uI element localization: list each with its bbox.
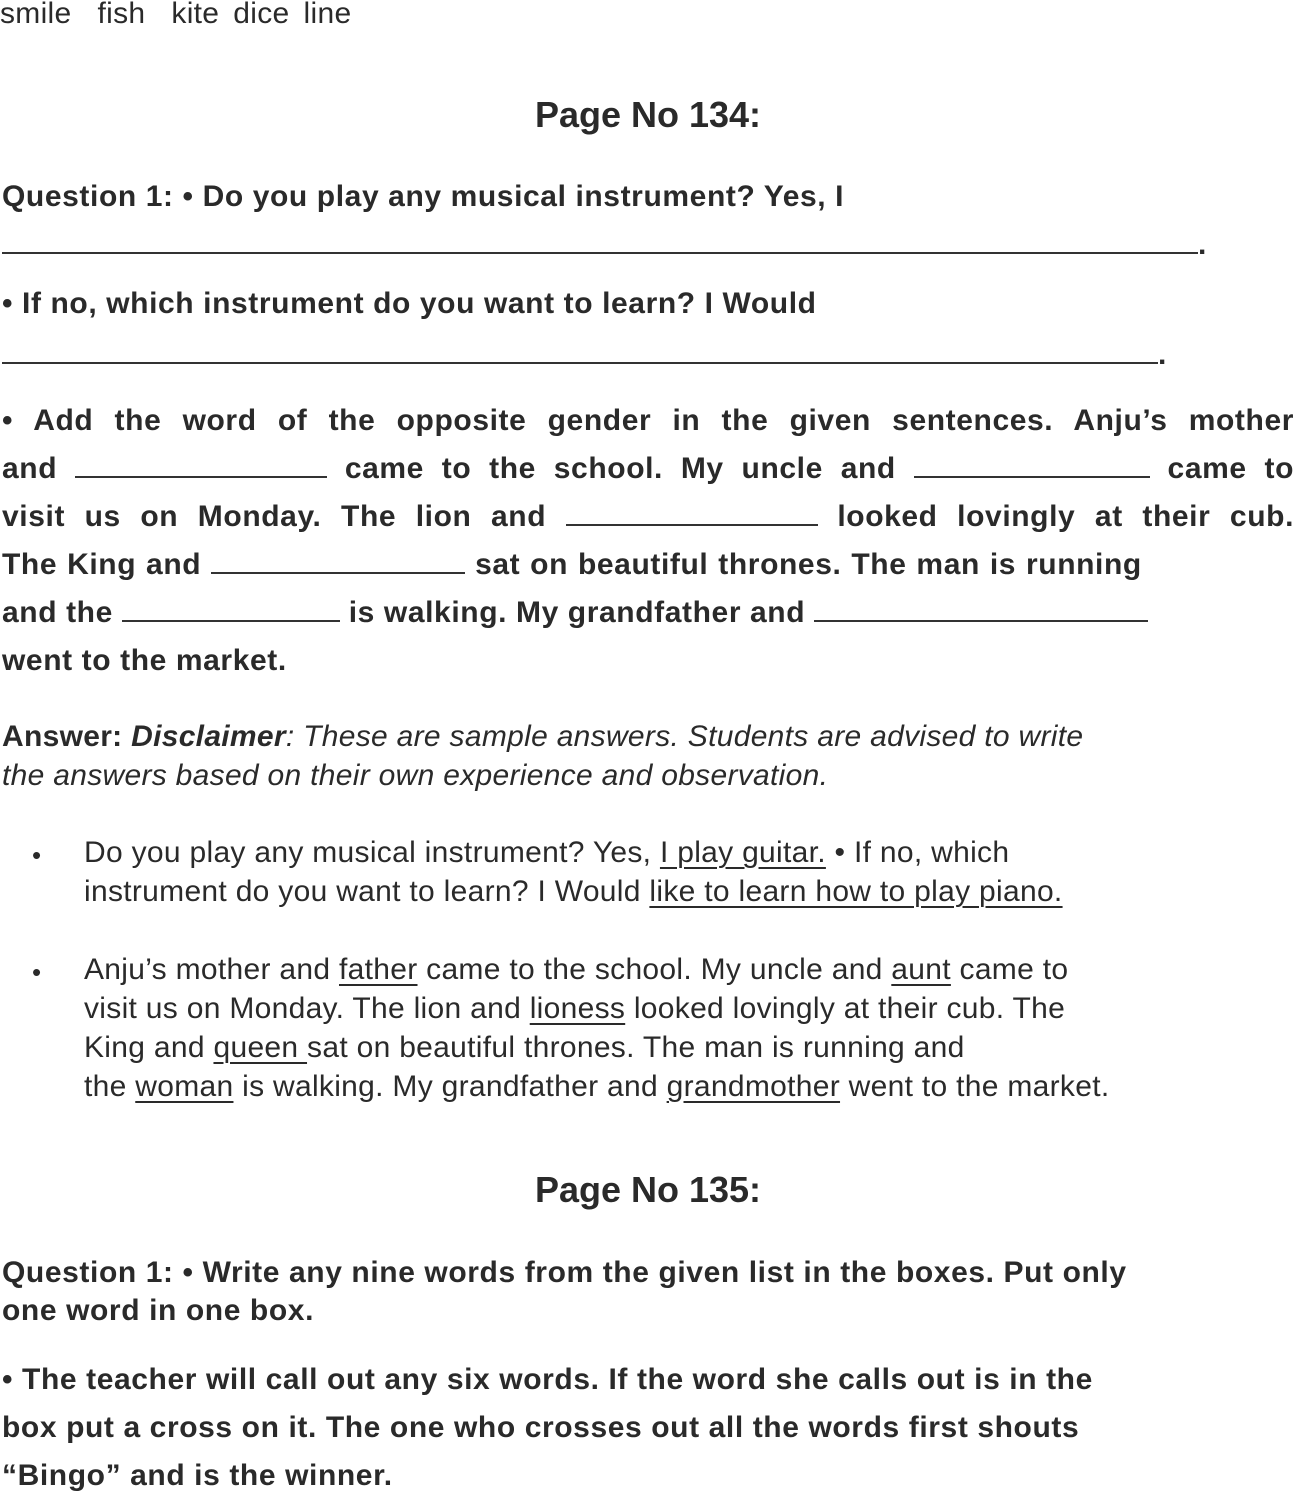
text: and the [2, 596, 113, 629]
question-label: Question 1: [2, 1256, 174, 1289]
word-list [0, 0, 377, 34]
answer-underlined: aunt [891, 953, 951, 986]
answer-underlined: I play guitar. [659, 836, 826, 869]
answer-label: Answer: [2, 720, 123, 753]
gender-line [2, 497, 1294, 537]
gender-line [2, 545, 1142, 585]
text: came to [950, 953, 1069, 986]
answer-disclaimer [2, 717, 1083, 757]
text: is walking. My grandfather and [348, 596, 806, 629]
gender-line [2, 449, 1294, 489]
text: came to [1167, 452, 1295, 485]
answer-underlined: grandmother [666, 1070, 841, 1103]
text: King and [84, 1031, 214, 1064]
gender-line: went to the market. [2, 644, 287, 677]
answer-underlined: woman [135, 1070, 234, 1103]
text: Anju’s mother and [84, 953, 339, 986]
text: and [2, 452, 58, 485]
text: Do you play any musical instrument? Yes, [84, 836, 660, 869]
disclaimer-text: the answers based on their own experience and observation. [2, 759, 829, 792]
word: fish [97, 0, 146, 30]
answer-line [84, 989, 1065, 1029]
page-heading: Page No 134: [534, 94, 762, 135]
question-1 [2, 177, 844, 217]
answer-underlined: like to learn how to play piano. [649, 875, 1063, 908]
period: . [1198, 228, 1207, 261]
question-text: • Write any nine words from the given list in the boxes. Put only [173, 1256, 1127, 1289]
question-1 [2, 1253, 1127, 1293]
disclaimer-text: : These are sample answers. Students are advised to write [285, 720, 1084, 753]
question-text: one word in one box. [2, 1294, 314, 1327]
text: instrument do you want to learn? I Would [84, 875, 650, 908]
text: looked lovingly at their cub. [837, 500, 1295, 533]
text: visit us on Monday. The lion and [2, 500, 547, 533]
answer-underlined: queen [213, 1031, 308, 1064]
answer-underlined: father [339, 953, 418, 986]
gender-line: • Add the word of the opposite gender in the given sentences. Anju’s mother [2, 404, 1294, 437]
text: sat on beautiful thrones. The man is running and [307, 1031, 965, 1064]
question-text: box put a cross on it. The one who crosses out all the words first shouts [2, 1411, 1080, 1444]
text: visit us on Monday. The lion and [84, 992, 530, 1025]
word: smile [0, 0, 72, 30]
word: line [303, 0, 352, 30]
answer-blank-line [2, 335, 1167, 375]
word: kite [171, 0, 220, 30]
question-text: • The teacher will call out any six words. If the word she calls out is in the [2, 1363, 1093, 1396]
bullet-icon: • [32, 957, 42, 987]
answer-blank-line [2, 225, 1207, 265]
period: . [1158, 338, 1167, 371]
disclaimer-label: Disclaimer [131, 720, 286, 753]
text: is walking. My grandfather and [233, 1070, 667, 1103]
answer-line [84, 950, 1068, 990]
question-text: • Do you play any musical instrument? Yes, I [173, 180, 845, 213]
question-label: Question 1: [2, 180, 174, 213]
answer-underlined: lioness [529, 992, 626, 1025]
answer-line [84, 833, 1009, 873]
bullet-icon: • [32, 840, 42, 870]
question-1b: • If no, which instrument do you want to learn? I Would [2, 287, 817, 320]
answer-line [84, 1067, 1109, 1107]
word: dice [233, 0, 290, 30]
text: went to the market. [840, 1070, 1110, 1103]
text: • If no, which [825, 836, 1010, 869]
gender-line [2, 593, 1148, 633]
text: looked lovingly at their cub. The [625, 992, 1066, 1025]
question-text: “Bingo” and is the winner. [2, 1459, 393, 1492]
text: came to the school. My uncle and [417, 953, 892, 986]
page-heading: Page No 135: [534, 1169, 762, 1210]
answer-line [84, 1028, 965, 1068]
text: came to the school. My uncle and [344, 452, 896, 485]
text: sat on beautiful thrones. The man is running [475, 548, 1142, 581]
answer-line [84, 872, 1063, 912]
text: The King and [2, 548, 202, 581]
text: the [84, 1070, 136, 1103]
